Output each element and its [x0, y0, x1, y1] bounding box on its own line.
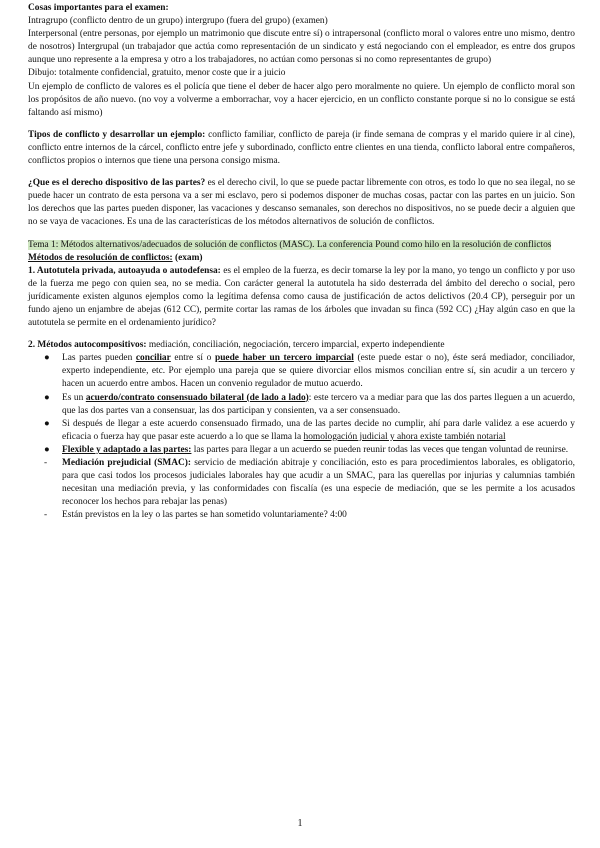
intro-line-4: Un ejemplo de conflicto de valores es el policía que tiene el deber de hacer algo pero moralmente no quiere. Un ejemplo de conflicto moral son los propósitos de año nuevo. (no voy a volverme a emborrachar, voy a hacer ejercicio, en un conflicto constante porque si no lo consigue se está faltando así mismo) [28, 81, 575, 118]
autocompositivos-paragraph: 2. Métodos autocompositivos: mediación, conciliación, negociación, tercero imparcial, experto independiente [28, 340, 445, 351]
page-number: 1 [297, 818, 303, 829]
list-item: ● Las partes pueden conciliar entre sí o puede haber un tercero imparcial (este puede estar o no), éste será mediador, conciliador, experto independiente, etc. Por ejemplo una pareja que se quiere divorciar ellos mismos concilian entre sí, sin acudir a un tercero y hacen un acuerdo entre ambos. Hacen un convenio regulador de mutuo acuerdo. [44, 353, 575, 390]
intro-line-1: Intragrupo (conflicto dentro de un grupo) intergrupo (fuera del grupo) (examen) [28, 16, 328, 27]
list-item: ● Es un acuerdo/contrato consensuado bilateral (de lado a lado): este tercero va a mediar para que las dos partes lleguen a un acuerdo, que las dos partes van a consensuar, las dos participan y consienten, va a ser consensuado. [44, 392, 576, 416]
list-item: - Están previstos en la ley o las partes se han sometido voluntariamente? 4:00 [44, 510, 347, 521]
list-item: ● Si después de llegar a este acuerdo consensuado firmado, una de las partes decide no cumplir, ahí para darle validez a ese acuerdo y eficacia o fuerza hay que pasar este acuerdo a lo que se llama la homologación judicial y ahora existe también notarial [44, 418, 575, 442]
derecho-paragraph: ¿Que es el derecho dispositivo de las partes? es el derecho civil, lo que se puede pactar libremente con otros, es todo lo que no sea ilegal, no se puede hacer un contrato de esta persona va a ser mi esclavo, pero si podemos disponer de muchas cosas, pactar con las partes en un juicio. Son los derechos que las partes pueden disponer, las vacaciones y descanso semanales, son derechos no dispositivos, no se puede decir a alguien que no se vaya de vacaciones. Es una de las características de los métodos alternativos de solución de conflictos. [28, 178, 576, 228]
tipos-paragraph: Tipos de conflicto y desarrollar un ejemplo: conflicto familiar, conflicto de pareja (ir finde semana de compras y el marido quiere ir al cine), conflicto entre internos de la cárcel, conflicto entre jefe y subordinado, conflicto entre clientes en una tienda, conflicto laboral entre compañeros, conflictos propios o internos que tiene una persona consigo misma. [28, 129, 575, 167]
list-item: ● Flexible y adaptado a las partes: las partes para llegar a un acuerdo se pueden reunir todas las veces que tengan voluntad de reunirse. [44, 444, 569, 455]
autotutela-paragraph: 1. Autotutela privada, autoayuda o autodefensa: es el empleo de la fuerza, es decir tomarse la ley por la mano, yo tengo un conflicto y por uso de la fuerza me pego con quien sea, no se media. Con carácter general la autotutela ha sido desterrada del ámbito del derecho o social, pero jurídicamente existen algunos ejemplos como la legítima defensa como causa de justificación de actos delictivos (20.4 CP), perseguir por un fundo ajeno un enjambre de abejas (612 CC), permite cortar las ramas de los árboles que invadan su finca (592 CC) ¿Hay algún caso en que la autotutela se permite en el ordenamiento jurídico? [28, 265, 575, 329]
metodos-heading: Métodos de resolución de conflictos: (exam) [28, 252, 203, 263]
document-page [28, 2, 575, 522]
section-heading: Cosas importantes para el examen: [28, 3, 169, 13]
list-item: - Mediación prejudicial (SMAC): servicio de mediación abitraje y conciliación, esto es para procedimientos laborales, es obligatorio, para que casi todos los procesos judiciales laborales hay que acudir a un SMAC, para las querellas por injurias y calumnias también necesitan una mediación previa, y las conformidades con fiscalía (es una especie de mediación, que se les permite a los acusados reconocer los hechos para rebajar las penas) [44, 458, 575, 508]
intro-line-2: Interpersonal (entre personas, por ejemplo un matrimonio que discute entre sí) o intrapersonal (conflicto moral o valores entre uno mismo, dentro de nosotros) Intergrupal (un trabajador que actúa como representación de un sindicato y está negociando con el empleador, es entre dos grupos aunque uno represente a la empresa y otro a los trabajadores, no actúan como personas si no como representantes de grupo) [28, 29, 575, 66]
intro-line-3: Dibujo: totalmente confidencial, gratuito, menor coste que ir a juicio [28, 68, 286, 79]
tema-heading: Tema 1: Métodos alternativos/adecuados de solución de conflictos (MASC). La conferencia Pound como hilo en la resolución de conflictos [28, 239, 552, 250]
bullet-list [28, 352, 575, 522]
